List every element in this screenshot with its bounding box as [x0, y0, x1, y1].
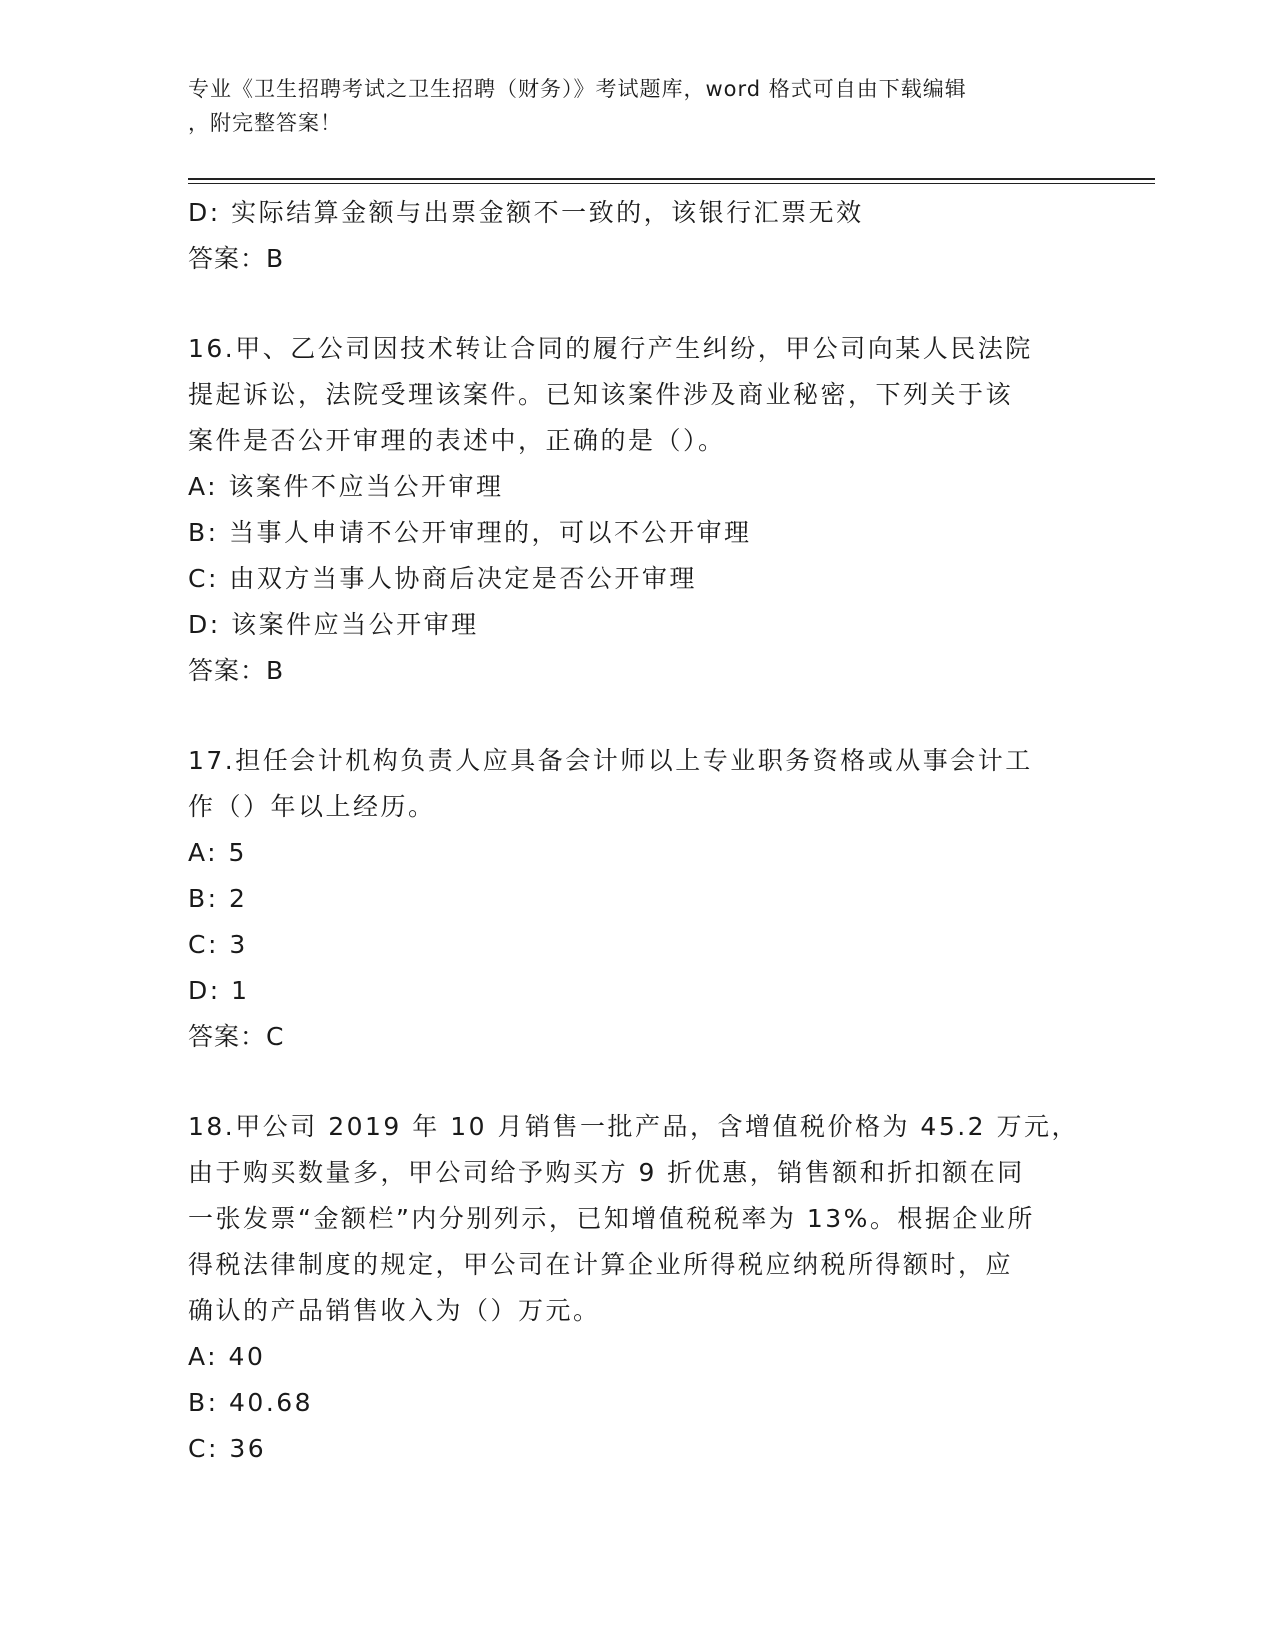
- question-text-line: 确认的产品销售收入为（）万元。: [188, 1296, 601, 1325]
- option-c: C: 由双方当事人协商后决定是否公开审理: [188, 564, 697, 593]
- header-divider-thin: [188, 183, 1155, 184]
- option-b: B: 2: [188, 884, 248, 913]
- question-text-line: 得税法律制度的规定，甲公司在计算企业所得税应纳税所得额时，应: [188, 1250, 1014, 1279]
- question-17: [188, 738, 1088, 1060]
- answer: 答案：B: [188, 656, 285, 685]
- question-text-line: 17.担任会计机构负责人应具备会计师以上专业职务资格或从事会计工: [188, 746, 1033, 775]
- spacer: [188, 1060, 1088, 1104]
- header-line-2: ，附完整答案！: [188, 111, 342, 135]
- question-text-line: 一张发票“金额栏”内分别列示，已知增值税税率为 13%。根据企业所: [188, 1204, 1035, 1233]
- question-text-line: 作（）年以上经历。: [188, 792, 436, 821]
- option-d: D: 该案件应当公开审理: [188, 610, 479, 639]
- answer: 答案：C: [188, 1022, 285, 1051]
- question-text-line: 提起诉讼，法院受理该案件。已知该案件涉及商业秘密，下列关于该: [188, 380, 1014, 409]
- prev-answer: 答案：B: [188, 244, 285, 273]
- option-c: C: 36: [188, 1434, 267, 1463]
- option-c: C: 3: [188, 930, 248, 959]
- question-text-line: 案件是否公开审理的表述中，正确的是（）。: [188, 426, 726, 455]
- prev-option-d: D: 实际结算金额与出票金额不一致的，该银行汇票无效: [188, 198, 864, 227]
- document-header: [188, 72, 1068, 140]
- header-divider-thick: [188, 178, 1155, 180]
- question-content: [188, 190, 1088, 1472]
- header-line-1: 专业《卫生招聘考试之卫生招聘（财务）》考试题库，word 格式可自由下载编辑: [188, 77, 967, 101]
- question-text-line: 16.甲、乙公司因技术转让合同的履行产生纠纷，甲公司向某人民法院: [188, 334, 1033, 363]
- spacer: [188, 282, 1088, 326]
- spacer: [188, 694, 1088, 738]
- option-a: A: 5: [188, 838, 247, 867]
- option-d: D: 1: [188, 976, 250, 1005]
- option-b: B: 当事人申请不公开审理的，可以不公开审理: [188, 518, 752, 547]
- question-text-line: 18.甲公司 2019 年 10 月销售一批产品，含增值税价格为 45.2 万元，: [188, 1112, 1080, 1141]
- question-16: [188, 326, 1088, 694]
- question-text-line: 由于购买数量多，甲公司给予购买方 9 折优惠，销售额和折扣额在同: [188, 1158, 1025, 1187]
- option-a: A: 该案件不应当公开审理: [188, 472, 504, 501]
- question-18: [188, 1104, 1088, 1472]
- option-a: A: 40: [188, 1342, 266, 1371]
- option-b: B: 40.68: [188, 1388, 314, 1417]
